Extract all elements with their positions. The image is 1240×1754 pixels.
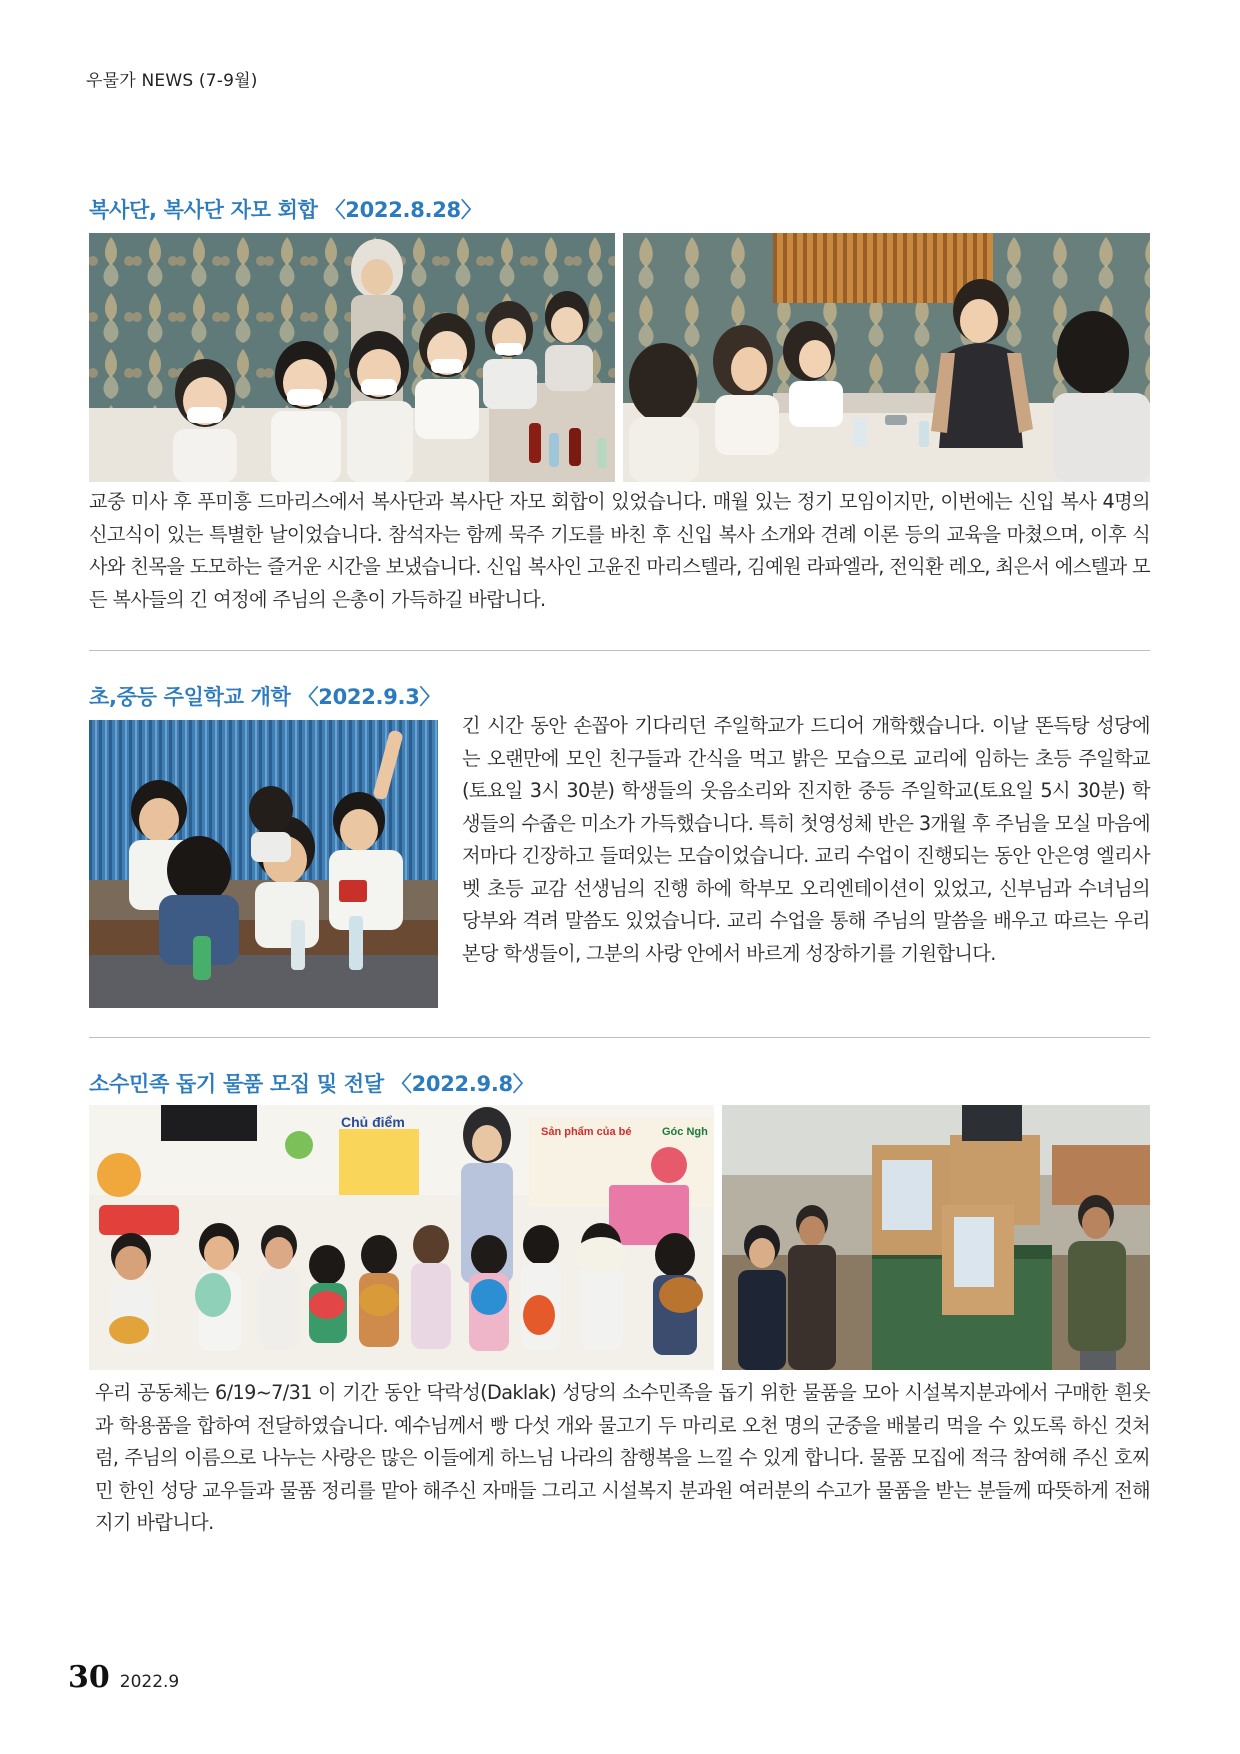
photo-parents-meeting xyxy=(623,233,1150,482)
running-header: 우물가 NEWS (7-9월) xyxy=(86,71,258,91)
page-footer xyxy=(68,1660,179,1695)
photo-altar-servers-children xyxy=(89,233,615,482)
wall-text-goc: Góc Ngh xyxy=(662,1126,708,1138)
photo-supplies-delivery xyxy=(722,1105,1150,1370)
section-title-sunday-school: 초,중등 주일학교 개학 〈2022.9.3〉 xyxy=(89,685,441,709)
section-title-ethnic-minority-aid: 소수민족 돕기 물품 모집 및 전달 〈2022.9.8〉 xyxy=(89,1072,534,1096)
section-paragraph-sunday-school: 긴 시간 동안 손꼽아 기다리던 주일학교가 드디어 개학했습니다. 이날 똔득탕 성당에는 오랜만에 모인 친구들과 간식을 먹고 밝은 모습으로 교리에 임하는 초등 주일학교(토요일 3시 30분) 학생들의 웃음소리와 진지한 중등 주일학교(토요일 5시 30분) 학생들의 수줍은 미소가 가득했습니다. 특히 첫영성체 반은 3개월 후 주님을 모실 마음에 저마다 긴장하고 들떠있는 모습이었습니다. 교리 수업이 진행되는 동안 안은영 엘리사벳 초등 교감 선생님의 진행 하에 학부모 오리엔테이션이 있었고, 신부님과 수녀님의 당부와 격려 말씀도 있었습니다. 교리 수업을 통해 주님의 말씀을 배우고 따르는 우리 본당 학생들이, 그분의 사랑 안에서 바르게 성장하기를 기원합니다. xyxy=(462,714,1151,965)
photo-sunday-school-students xyxy=(89,720,438,1008)
section-title-altar-servers: 복사단, 복사단 자모 회합 〈2022.8.28〉 xyxy=(89,198,482,222)
photo-kindergarten-children xyxy=(89,1105,714,1370)
page-number: 30 xyxy=(68,1660,110,1695)
issue-date: 2022.9 xyxy=(119,1672,180,1692)
wall-text-san-pham: Sản phẩm của bé xyxy=(541,1126,632,1138)
section-divider xyxy=(89,650,1150,651)
section-divider xyxy=(89,1037,1150,1038)
wall-text-chu-diem: Chủ điểm xyxy=(341,1114,405,1130)
section-paragraph-ethnic-minority-aid: 우리 공동체는 6/19~7/31 이 기간 동안 닥락성(Daklak) 성당의 소수민족을 돕기 위한 물품을 모아 시설복지분과에서 구매한 흰옷과 학용품을 합하여 전달하였습니다. 예수님께서 빵 다섯 개와 물고기 두 마리로 오천 명의 군중을 배불리 먹을 수 있도록 하신 것처럼, 주님의 이름으로 나누는 사랑은 많은 이들에게 하느님 나라의 참행복을 느낄 수 있게 합니다. 물품 모집에 적극 참여해 주신 호찌민 한인 성당 교우들과 물품 정리를 맡아 해주신 자매들 그리고 시설복지 분과원 여러분의 수고가 물품을 받는 분들께 따뜻하게 전해지기 바랍니다. xyxy=(95,1381,1150,1534)
section-paragraph-altar-servers: 교중 미사 후 푸미흥 드마리스에서 복사단과 복사단 자모 회합이 있었습니다. 매월 있는 정기 모임이지만, 이번에는 신입 복사 4명의 신고식이 있는 특별한 날이었습니다. 참석자는 함께 묵주 기도를 바친 후 신입 복사 소개와 견례 이론 등의 교육을 마쳤으며, 이후 식사와 친목을 도모하는 즐거운 시간을 보냈습니다. 신입 복사인 고윤진 마리스텔라, 김예원 라파엘라, 전익환 레오, 최은서 에스텔과 모든 복사들의 긴 여정에 주님의 은총이 가득하길 바랍니다. xyxy=(89,490,1150,611)
